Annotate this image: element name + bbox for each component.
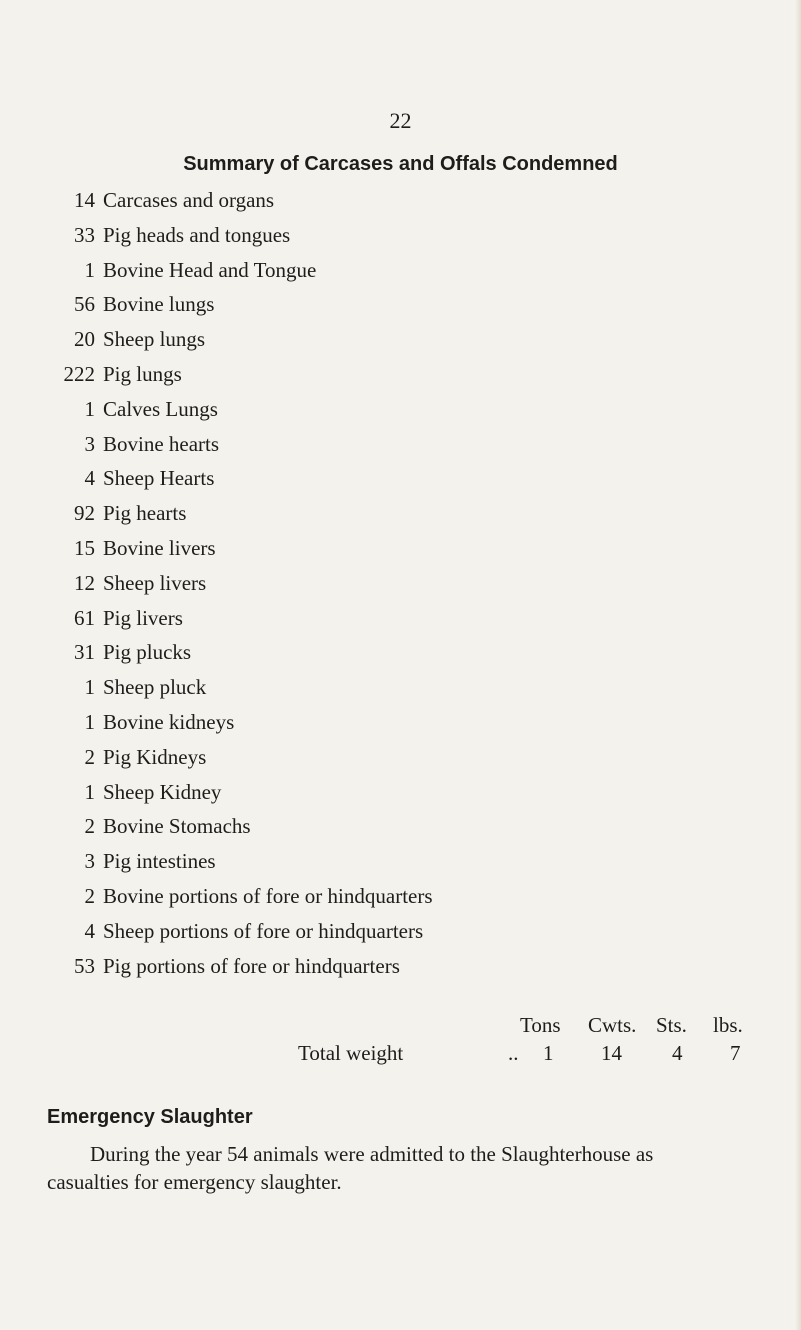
condemned-item-row	[0, 640, 801, 674]
condemned-item-row	[0, 710, 801, 744]
item-quantity: 2	[84, 884, 95, 908]
item-name: Bovine Stomachs	[103, 814, 251, 839]
item-quantity: 3	[84, 431, 95, 456]
condemned-item-row	[0, 571, 801, 605]
item-quantity: 92	[74, 501, 95, 526]
item-name: Pig intestines	[103, 849, 216, 874]
condemned-item-row	[0, 362, 801, 396]
condemned-item-row	[0, 849, 801, 883]
item-quantity: 56	[74, 292, 95, 317]
item-quantity: 53	[74, 953, 95, 978]
item-quantity: 3	[84, 849, 95, 874]
emergency-slaughter-paragraph	[47, 1140, 767, 1196]
item-name: Sheep portions of fore or hindquarters	[103, 918, 424, 943]
item-name: Sheep lungs	[103, 327, 206, 352]
item-quantity: 2	[84, 814, 95, 839]
item-name: Pig lungs	[103, 362, 182, 386]
item-name: Bovine livers	[103, 536, 216, 560]
condemned-item-row	[0, 292, 801, 326]
item-quantity: 1	[84, 396, 95, 421]
condemned-item-row	[0, 606, 801, 640]
condemned-item-row	[0, 954, 801, 988]
item-quantity: 31	[74, 640, 95, 665]
item-quantity: 1	[84, 675, 95, 700]
page-number: 22	[389, 108, 412, 133]
weight-header-tons: Tons	[520, 1013, 561, 1037]
total-weight-cwts: 14	[601, 1041, 622, 1065]
weight-header-sts: Sts.	[656, 1013, 687, 1037]
page-edge-shadow	[795, 0, 801, 1330]
item-quantity: 20	[74, 327, 95, 352]
item-name: Pig livers	[103, 605, 183, 630]
condemned-item-row	[0, 223, 801, 257]
condemned-item-row	[0, 536, 801, 570]
item-name: Bovine kidneys	[103, 710, 235, 734]
item-quantity: 1	[84, 710, 95, 734]
weight-header-lbs: lbs.	[713, 1013, 743, 1037]
summary-title: Summary of Carcases and Offals Condemned	[183, 153, 618, 175]
item-name: Bovine hearts	[103, 431, 220, 456]
item-quantity: 14	[74, 188, 95, 212]
item-quantity: 222	[63, 362, 95, 386]
condemned-item-row	[0, 432, 801, 466]
item-quantity: 61	[74, 605, 95, 630]
item-name: Sheep Kidney	[103, 779, 222, 804]
item-name: Pig heads and tongues	[103, 222, 291, 247]
item-name: Sheep Hearts	[103, 466, 215, 491]
condemned-item-row	[0, 884, 801, 918]
total-weight-lbs: 7	[730, 1041, 741, 1065]
item-quantity: 15	[74, 536, 95, 560]
item-name: Carcases and organs	[103, 188, 275, 212]
item-name: Bovine portions of fore or hindquarters	[103, 884, 433, 908]
item-quantity: 2	[84, 744, 95, 769]
condemned-item-row	[0, 188, 801, 222]
total-weight-label: Total weight	[298, 1041, 404, 1065]
condemned-item-row	[0, 466, 801, 500]
item-quantity: 4	[84, 466, 95, 491]
weight-header-cwts: Cwts.	[588, 1013, 637, 1037]
paragraph-line: During the year 54 animals were admitted to the Slaughterhouse as	[90, 1142, 654, 1166]
item-name: Bovine lungs	[103, 292, 215, 317]
condemned-item-row	[0, 780, 801, 814]
item-name: Bovine Head and Tongue	[103, 257, 317, 282]
item-name: Pig hearts	[103, 501, 187, 526]
condemned-item-row	[0, 814, 801, 848]
item-quantity: 1	[84, 257, 95, 282]
item-name: Sheep livers	[103, 570, 207, 595]
item-name: Pig portions of fore or hindquarters	[103, 953, 400, 978]
item-name: Sheep pluck	[103, 675, 207, 700]
condemned-item-row	[0, 501, 801, 535]
item-quantity: 1	[84, 779, 95, 804]
item-name: Pig Kidneys	[103, 744, 207, 769]
total-weight-row	[0, 1041, 801, 1071]
total-weight-sts: 4	[672, 1041, 683, 1065]
condemned-item-row	[0, 745, 801, 779]
total-weight-tons: 1	[543, 1041, 554, 1065]
paragraph-line: casualties for emergency slaughter.	[47, 1170, 342, 1194]
item-name: Calves Lungs	[103, 396, 218, 421]
item-quantity: 33	[74, 222, 95, 247]
condemned-item-row	[0, 327, 801, 361]
condemned-item-row	[0, 675, 801, 709]
item-quantity: 12	[74, 570, 95, 595]
item-quantity: 4	[84, 918, 95, 943]
condemned-item-row	[0, 397, 801, 431]
condemned-item-row	[0, 919, 801, 953]
condemned-item-row	[0, 258, 801, 292]
item-name: Pig plucks	[103, 640, 192, 665]
emergency-slaughter-title: Emergency Slaughter	[47, 1106, 253, 1128]
total-weight-leader: ..	[508, 1041, 519, 1065]
weight-header-row	[0, 1013, 801, 1043]
